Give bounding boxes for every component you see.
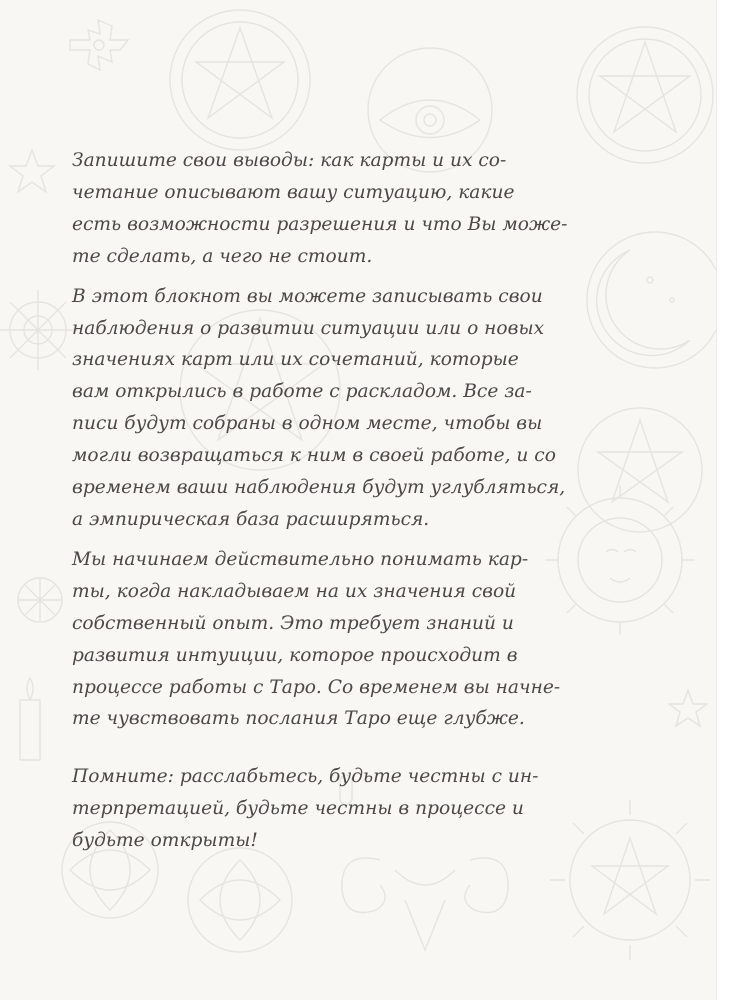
pentagram-icon [578,408,702,532]
page-text [72,145,582,857]
paragraph-notebook: В этот блокнот вы можете записывать свои наблюдения о развитии ситуации или о новых значениях карт или их сочетаний, которые вам открылись в работе с раскладом. Все за- писи будут собраны в одном месте, чтобы вы могли возвращаться к ним в своей работе, и со временем ваши наблюдения будут углубляться, а эмпирическая база расширяться. [72,285,566,530]
celtic-knot-icon [188,848,292,952]
page-edge [716,0,734,1000]
ram-horns-icon [342,858,508,950]
flower-icon [18,578,62,622]
paragraph-remember: Помните: расслабьтесь, будьте честны с ин- терпретацией, будьте честны в процессе и будьте открыты! [72,766,539,852]
star-icon [10,150,54,192]
pentagram-icon [577,27,713,163]
candle-icon [20,678,40,760]
pentagram-icon [170,10,310,150]
paragraph-conclusions: Запишите свои выводы: как карты и их со- четание описывают вашу ситуацию, какие есть возможности разрешения и что Вы може- те сделать, а чего не стоит. [72,150,568,267]
star-icon [669,690,707,726]
cross-icon [70,20,128,70]
flower-icon [0,290,78,370]
paragraph-understanding: Мы начинаем действительно понимать кар- ты, когда накладываем на их значения свой собственный опыт. Это требует знаний и развития интуиции, которое происходит в процессе работы с Таро. Со временем вы начне- те чувствовать послания Таро еще глубже. [72,548,561,730]
crescent-moon-icon [587,232,716,368]
